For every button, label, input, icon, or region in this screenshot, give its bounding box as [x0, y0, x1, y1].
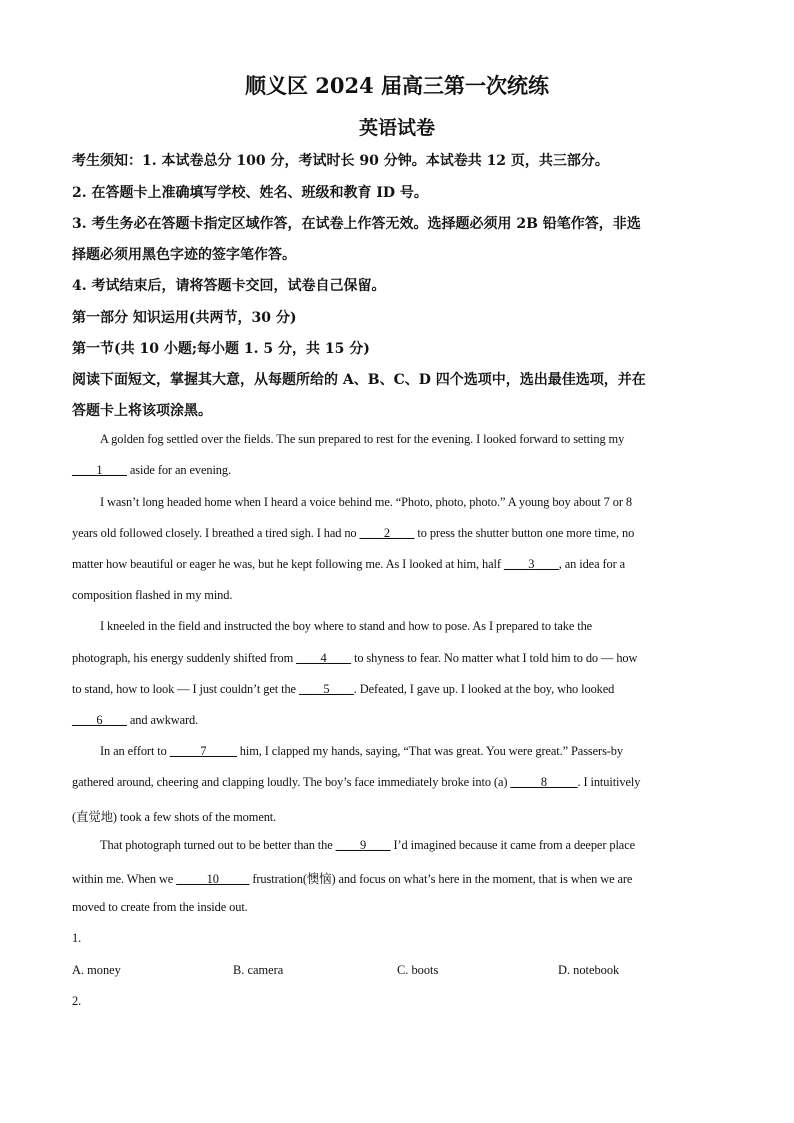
blank-5: ____5____: [298, 682, 354, 696]
passage-text: That photograph turned out to be better than the: [100, 838, 336, 852]
passage-text: and awkward.: [126, 713, 199, 727]
blank-6: ____6____: [72, 713, 127, 727]
passage-text: gathered around, cheering and clapping loudly. The boy’s face immediately broke into (a): [72, 775, 511, 789]
instruction-line-2: 答题卡上将该项涂黑。: [72, 403, 212, 419]
q1-option-c: C. boots: [397, 963, 439, 977]
question-2-number: 2.: [72, 994, 82, 1008]
blank-9: ____9____: [335, 838, 391, 852]
passage-line: [72, 463, 732, 478]
passage-line: (直觉地) took a few shots of the moment.: [72, 810, 277, 824]
blank-8: _____8_____: [510, 775, 578, 789]
note-3a: 3. 考生务必在答题卡指定区域作答，在试卷上作答无效。选择题必须用 2B 铅笔作答，非选: [72, 216, 641, 232]
passage-line: [72, 869, 732, 887]
passage-text: matter how beautiful or eager he was, but he kept following me. As I looked at him, half: [72, 557, 504, 571]
passage-line: [72, 526, 732, 541]
q1-option-a: A. money: [72, 963, 121, 977]
passage-line: composition flashed in my mind.: [72, 588, 233, 602]
passage-line: [72, 713, 732, 728]
passage-text: . I intuitively: [577, 775, 641, 789]
passage-line: [72, 557, 732, 572]
passage-line: I kneeled in the field and instructed the boy where to stand and how to pose. As I prepared to take the: [100, 619, 593, 633]
note-3b: 择题必须用黑色字迹的签字笔作答。: [72, 247, 296, 263]
passage-text: aside for an evening.: [126, 463, 231, 477]
passage-text: I’d imagined because it came from a deeper place: [390, 838, 635, 852]
passage-text: photograph, his energy suddenly shifted from: [72, 651, 297, 665]
blank-3: ____3____: [503, 557, 559, 571]
passage-text: within me. When we: [72, 872, 177, 886]
q1-option-d: D. notebook: [558, 963, 620, 977]
exam-title: 顺义区 2024 届高三第一次统练: [244, 73, 550, 98]
passage-line: [72, 775, 732, 790]
section-heading: 第一节(共 10 小题;每小题 1. 5 分，共 15 分): [72, 341, 370, 357]
blank-7: _____7_____: [169, 744, 237, 758]
passage-text: him, I clapped my hands, saying, “That was great. You were great.” Passers-by: [236, 744, 624, 758]
passage-text: to stand, how to look — I just couldn’t get the: [72, 682, 299, 696]
instruction-line-1: 阅读下面短文，掌握其大意，从每题所给的 A、B、C、D 四个选项中，选出最佳选项，并在: [72, 372, 646, 388]
passage-line: [100, 744, 760, 759]
question-1-number: 1.: [72, 931, 82, 945]
passage-line: [72, 682, 732, 697]
passage-line: moved to create from the inside out.: [72, 900, 248, 914]
passage-text: to shyness to fear. No matter what I told him to do — how: [350, 651, 638, 665]
passage-line: A golden fog settled over the fields. The sun prepared to rest for the evening. I looked forward to setting my: [100, 432, 625, 446]
passage-text: In an effort to: [100, 744, 170, 758]
passage-text: frustration(懊恼) and focus on what’s here in the moment, that is when we are: [249, 872, 633, 886]
passage-line: [72, 651, 732, 666]
passage-text: to press the shutter button one more time, no: [414, 526, 635, 540]
note-4: 4. 考试结束后，请将答题卡交回，试卷自己保留。: [72, 278, 386, 294]
passage-text: , an idea for a: [558, 557, 626, 571]
q1-option-b: B. camera: [233, 963, 284, 977]
passage-text: . Defeated, I gave up. I looked at the boy, who looked: [353, 682, 615, 696]
passage-line: [100, 838, 760, 853]
blank-1: ____1____: [72, 463, 127, 477]
passage-line: I wasn’t long headed home when I heard a voice behind me. “Photo, photo, photo.” A young boy about 7 or 8: [100, 495, 632, 509]
note-2: 2. 在答题卡上准确填写学校、姓名、班级和教育 ID 号。: [72, 185, 428, 201]
blank-4: ____4____: [296, 651, 351, 665]
part-heading: 第一部分 知识运用(共两节，30 分): [72, 310, 297, 326]
passage-text: years old followed closely. I breathed a tired sigh. I had no: [72, 526, 360, 540]
blank-10: _____10_____: [176, 872, 250, 886]
blank-2: ____2____: [359, 526, 415, 540]
note-1: 考生须知：1. 本试卷总分 100 分，考试时长 90 分钟。本试卷共 12 页，共三部分。: [72, 153, 609, 169]
exam-subtitle: 英语试卷: [358, 117, 435, 139]
